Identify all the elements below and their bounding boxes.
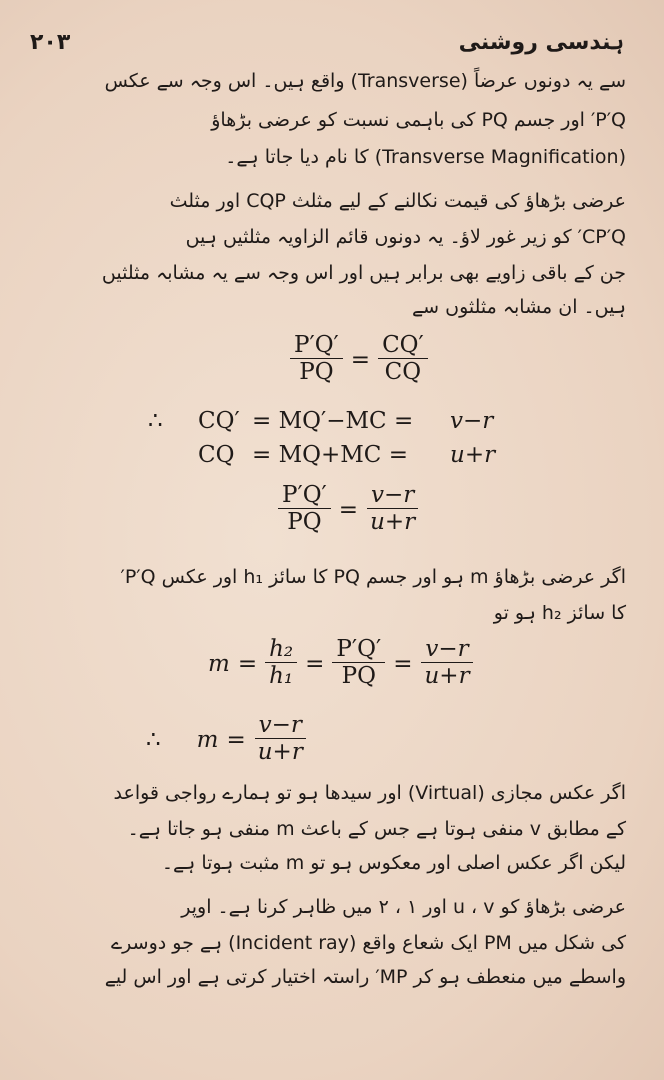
equals-sign: = bbox=[237, 650, 258, 677]
para5-line3: واسطے میں منعطف ہو کر MP′ راستہ اختیار کرتی ہے اور اس لیے bbox=[104, 966, 626, 988]
para5-line1: عرضی بڑھاؤ کو u ، v اور ۱ ، ۲ میں ظاہر کرنا ہے۔ اوپر bbox=[181, 896, 626, 918]
para1-line1: سے یہ دونوں عرضاً (Transverse) واقع ہیں۔ اس وجہ سے عکس bbox=[104, 70, 626, 92]
equals-sign: = bbox=[350, 346, 371, 373]
magnification-symbol: m bbox=[196, 726, 219, 753]
fraction: $\frac{\text{h₂}}{\text{h₁}}$ bbox=[265, 636, 297, 691]
equation-4 bbox=[278, 482, 419, 537]
para2-line3: جن کے باقی زاویے بھی برابر ہیں اور اس وجہ سے یہ مشابہ مثلثیں bbox=[101, 262, 626, 284]
equation-5 bbox=[208, 636, 474, 691]
equals-sign: = bbox=[305, 650, 325, 677]
para4-line1: اگر عکس مجازی (Virtual) اور سیدھا ہو تو ہمارے رواجی قواعد bbox=[113, 782, 626, 804]
equals-sign: = bbox=[393, 650, 413, 677]
para4-line3: لیکن اگر عکس اصلی اور معکوس ہو تو m مثبت ہوتا ہے۔ bbox=[161, 852, 626, 874]
fraction: $\frac{P'Q'}{PQ}$ bbox=[278, 482, 331, 537]
equation-6 bbox=[146, 712, 307, 767]
para2-line4: ہیں۔ ان مشابہ مثلثوں سے bbox=[412, 296, 626, 318]
para3-line1: اگر عرضی بڑھاؤ m ہو اور جسم PQ کا سائز h₁ اور عکس P′Q′ bbox=[120, 566, 626, 588]
magnification-symbol: m bbox=[208, 650, 230, 677]
eq3-mid: = MQ+MC = bbox=[252, 442, 408, 468]
page-number: ۲۰۳ bbox=[30, 30, 71, 55]
equals-sign: = bbox=[338, 496, 359, 523]
para3-line2: کا سائز h₂ ہو تو bbox=[493, 602, 626, 624]
para5-line2: کی شکل میں PM ایک شعاع واقع (Incident ray) ہے جو دوسرے bbox=[111, 932, 626, 954]
fraction: $\frac{v-r}{u+r}$ bbox=[366, 482, 419, 537]
eq3-lhs: CQ bbox=[198, 442, 235, 468]
para1-line2: P′Q′ اور جسم PQ کی باہمی نسبت کو عرضی بڑھاؤ bbox=[211, 109, 626, 131]
eq3-rhs: u+r bbox=[450, 442, 496, 468]
eq2-lhs: CQ′ bbox=[198, 408, 240, 434]
eq2-mid: = MQ′−MC = bbox=[252, 408, 414, 434]
therefore-symbol: ∴ bbox=[146, 726, 161, 753]
fraction: $\frac{P'Q'}{PQ}$ bbox=[332, 636, 385, 691]
para4-line2: کے مطابق v منفی ہوتا ہے جس کے باعث m منفی ہو جاتا ہے۔ bbox=[127, 818, 626, 840]
equation-1 bbox=[290, 332, 428, 387]
eq2-rhs: v−r bbox=[450, 408, 494, 434]
para2-line1: عرضی بڑھاؤ کی قیمت نکالنے کے لیے مثلث CQP اور مثلث bbox=[169, 190, 626, 212]
equals-sign: = bbox=[226, 726, 246, 753]
fraction: $\frac{CQ'}{CQ}$ bbox=[378, 332, 428, 387]
running-title: ہندسی روشنی bbox=[458, 30, 624, 55]
fraction: $\frac{v-r}{u+r}$ bbox=[254, 712, 307, 767]
fraction: $\frac{P'Q'}{PQ}$ bbox=[290, 332, 343, 387]
fraction: $\frac{v-r}{u+r}$ bbox=[420, 636, 473, 691]
para2-line2: CP′Q′ کو زیر غور لاؤ۔ یہ دونوں قائم الزاویہ مثلثیں ہیں bbox=[185, 226, 626, 248]
para1-line3: (Transverse Magnification) کا نام دیا جاتا ہے۔ bbox=[225, 146, 626, 168]
therefore-symbol: ∴ bbox=[148, 408, 163, 434]
